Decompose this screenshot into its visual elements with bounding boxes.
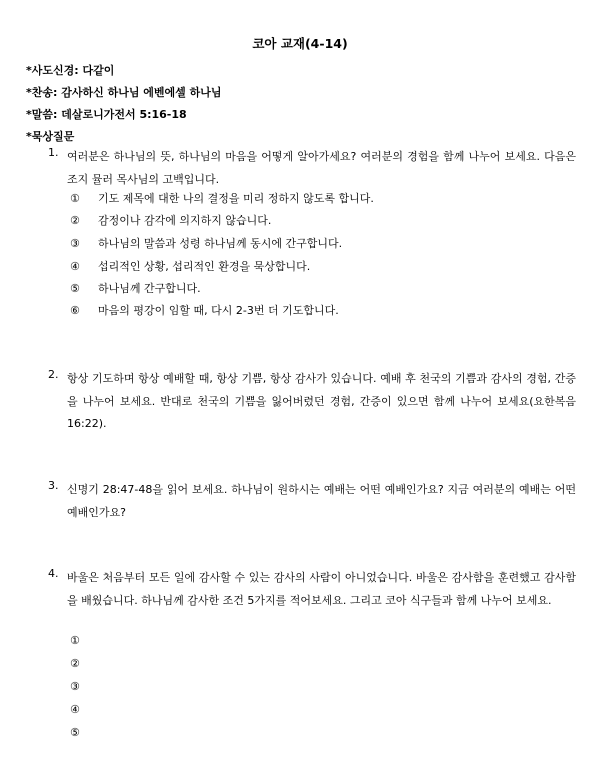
list-item (70, 190, 374, 206)
list-item (70, 302, 339, 318)
item-marker: ④ (70, 260, 80, 273)
scripture-line: *말씀: 데살로니가전서 5:16-18 (26, 108, 187, 121)
answer-blank (70, 634, 98, 647)
list-item (70, 280, 201, 296)
list-item (70, 212, 271, 228)
hymn-line: *찬송: 감사하신 하나님 에벤에셀 하나님 (26, 86, 222, 99)
item-marker: ③ (70, 237, 80, 250)
item-text: 하나님께 간구합니다. (98, 282, 201, 295)
item-marker: ③ (70, 680, 80, 693)
item-marker: ② (70, 657, 80, 670)
item-marker: ④ (70, 703, 80, 716)
question-number: 3. (48, 479, 59, 492)
question-number: 1. (48, 146, 59, 159)
list-item (70, 235, 342, 251)
question-1 (48, 146, 576, 191)
question-text: 여러분은 하나님의 뜻, 하나님의 마음을 어떻게 알아가세요? 여러분의 경험을 함께 나누어 보세요. 다음은 조지 뮬러 목사님의 고백입니다. (67, 150, 576, 186)
item-marker: ⑥ (70, 304, 80, 317)
item-text: 섭리적인 상황, 섭리적인 환경을 묵상합니다. (98, 260, 311, 273)
list-item (70, 258, 310, 274)
question-number: 4. (48, 567, 59, 580)
meditation-heading: *묵상질문 (26, 130, 75, 143)
question-2 (48, 368, 576, 436)
item-text: 기도 제목에 대한 나의 결정을 미리 정하지 않도록 합니다. (98, 192, 374, 205)
item-marker: ⑤ (70, 726, 80, 739)
item-text: 하나님의 말씀과 성령 하나님께 동시에 간구합니다. (98, 237, 343, 250)
document-title: 코아 교재(4-14) (252, 36, 348, 51)
answer-blank (70, 657, 98, 670)
answer-blank (70, 726, 98, 739)
item-marker: ⑤ (70, 282, 80, 295)
question-text: 신명기 28:47-48을 읽어 보세요. 하나님이 원하시는 예배는 어떤 예배인가요? 지금 여러분의 예배는 어떤 예배인가요? (67, 483, 576, 519)
answer-blank (70, 680, 98, 693)
item-marker: ② (70, 214, 80, 227)
item-marker: ① (70, 192, 80, 205)
creed-line: *사도신경: 다같이 (26, 64, 115, 77)
question-text: 바울은 처음부터 모든 일에 감사할 수 있는 감사의 사람이 아니었습니다. 바울은 감사함을 훈련했고 감사함을 배웠습니다. 하나님께 감사한 조건 5가지를 적어보세요. 그리고 코아 식구들과 함께 나누어 보세요. (67, 571, 576, 607)
item-text: 마음의 평강이 임할 때, 다시 2-3번 더 기도합니다. (98, 304, 339, 317)
item-marker: ① (70, 634, 80, 647)
question-4 (48, 567, 576, 612)
answer-blank (70, 703, 98, 716)
question-3 (48, 479, 576, 524)
question-number: 2. (48, 368, 59, 381)
question-text: 항상 기도하며 항상 예배할 때, 항상 기쁨, 항상 감사가 있습니다. 예배 후 천국의 기쁨과 감사의 경험, 간증을 나누어 보세요. 반대로 천국의 기쁨을 잃어버렸던 경험, 간증이 있으면 함께 나누어 보세요(요한복음 16:22). (67, 372, 576, 430)
item-text: 감정이나 감각에 의지하지 않습니다. (98, 214, 272, 227)
